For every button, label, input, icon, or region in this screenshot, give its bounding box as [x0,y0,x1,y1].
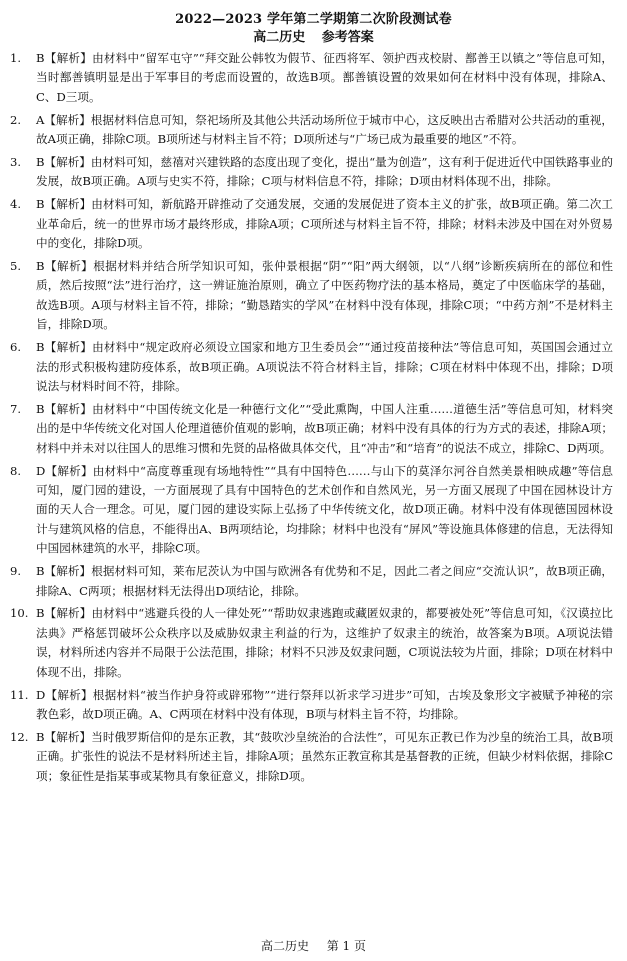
answer-text: B【解析】由材料可知，新航路开辟推动了交通发展，交通的发展促进了资本主义的扩张，故B项正确。第二次工业革命后，统一的世界市场才最终形成，排除A项；C项所述与材料主旨不符，排除；材料未涉及中国在对外贸易中的变化，排除D项。 [36,197,613,251]
answer-text: D【解析】根据材料“被当作护身符或辟邪物”“进行祭拜以祈求学习进步”可知，古埃及象形文字被赋予神秘的宗教色彩，故D项正确。A、C两项在材料中没有体现，B项与材料主旨不符，均排除。 [36,687,613,721]
answer-item [10,111,613,150]
answer-text: B【解析】根据材料可知，莱布尼茨认为中国与欧洲各有优势和不足，因此二者之间应“交流认识”，故B项正确，排除A、C两项；根据材料无法得出D项结论，排除。 [36,564,613,598]
answer-item [10,195,613,253]
answer-item [10,728,613,786]
answer-item [10,153,613,192]
subject-label: 高二历史 [253,30,306,45]
answer-number: 11. [10,687,29,702]
answer-text: B【解析】当时俄罗斯信仰的是东正教，其“鼓吹沙皇统治的合法性”，可见东正教已作为沙皇的统治工具，故B项正确。扩张性的说法不是材料所述主旨，排除A项；虽然东正教宣称其是基督教的正统，但缺少材料依据，排除C项；象征性是指某事或某物具有象征意义，排除D项。 [36,729,613,783]
answer-item [10,686,613,725]
answer-number: 9. [10,564,22,579]
answer-item [10,400,613,458]
answer-number: 3. [10,155,22,170]
answer-number: 2. [10,112,22,127]
answer-number: 7. [10,401,22,416]
answer-text: B【解析】由材料中“规定政府必须设立国家和地方卫生委员会”“通过疫苗接种法”等信息可知，英国国会通过立法的形式积极构建防疫体系，故B项正确。A项说法不符合材料主旨，排除；C项在材料中体现不出，排除；D项说法与材料时间不符，排除。 [36,340,613,393]
answer-text: D【解析】由材料中“高度尊重现有场地特性”“具有中国特色……与山下的莫泽尔河谷自然美景相映成趣”等信息可知，厦门园的建设，一方面展现了具有中国特色的艺术创作和自然风光，另一方面又展现了中国在园林设计方面的天人合一理念。可见，厦门园的建设实际上弘扬了中华传统文化，故D项正确。材料中没有体现德国园林设计与建筑风格的信息，不能得出A、B两项结论，均排除；材料中也没有“屏风”等设施具体修建的信息，无法得知中国园林建筑的水平，排除C项。 [36,463,613,556]
answer-number: 12. [10,729,29,744]
answer-text: B【解析】由材料中“中国传统文化是一种德行文化”“受此熏陶，中国人注重……道德生活”等信息可知，材料突出的是中华传统文化对国人伦理道德价值观的影响，故B项正确；材料中没有具体的行为方式的表述，排除A项；材料中并未对以往国人的思维习惯和先贤的品格做具体交代，且“冲击”和“培育”的说法不成立，排除C、D两项。 [36,401,613,455]
answer-item [10,562,613,601]
footer-subject: 高二历史 [261,939,310,953]
answer-item [10,604,613,682]
answer-number: 8. [10,463,22,478]
answer-number: 6. [10,340,22,355]
answer-item [10,462,613,559]
page-subtitle [0,26,627,45]
answer-text: B【解析】由材料中“留军屯守”“拜交趾公韩牧为假节、征西将军、领护西戎校尉、鄯善王以镇之”等信息可知，当时鄯善镇明显是出于军事目的考虑而设置的，故选B项。鄯善镇设置的效果如何在材料中没有体现，排除A、C、D三项。 [36,51,613,104]
page-footer [0,937,627,954]
answer-item [10,257,613,335]
answer-number: 1. [10,51,22,65]
footer-page-number: 第 1 页 [326,939,366,953]
answer-item [10,338,613,396]
answer-item [10,49,613,107]
answer-text: A【解析】根据材料信息可知，祭祀场所及其他公共活动场所位于城市中心，这反映出古希腊对公共活动的重视，故A项正确，排除C项。B项所述与材料主旨不符；D项所述与“广场已成为最重要的地区”不符。 [36,112,613,147]
answer-number: 10. [10,606,29,621]
answer-text: B【解析】由材料中“逃避兵役的人一律处死”“帮助奴隶逃跑或藏匿奴隶的，都要被处死”等信息可知，《汉谟拉比法典》严格惩罚破坏公众秩序以及威胁奴隶主利益的行为，这维护了奴隶主的统治，故答案为B项。A项说法错误，材料所述内容并不局限于公法范围，排除；材料不只涉及奴隶问题，C项说法较为片面，排除；D项在材料中体现不出，排除。 [36,606,613,679]
answer-list [10,49,613,790]
answer-text: B【解析】根据材料并结合所学知识可知，张仲景根据“阴”“阳”两大纲领，以“八纲”诊断疾病所在的部位和性质，然后按照“法”进行治疗，这一辨证施治原则，确立了中医药物疗法的基本格局，奠定了中医临床学的基础，故选B项。A项与材料主旨不符，排除；“勤恳踏实的学风”在材料中没有体现，排除C项；“中药方剂”不是材料主旨，排除D项。 [36,259,613,332]
answer-text: B【解析】由材料可知，慈禧对兴建铁路的态度出现了变化，提出“量为创造”，这有利于促进近代中国铁路事业的发展，故B项正确。A项与史实不符，排除；C项与材料信息不符，排除；D项由材料体现不出，排除。 [36,155,613,189]
answer-number: 4. [10,197,22,212]
answer-number: 5. [10,259,22,274]
page-title: 2022—2023 学年第二学期第二次阶段测试卷 [175,12,452,27]
doc-type-label: 参考答案 [321,30,374,45]
